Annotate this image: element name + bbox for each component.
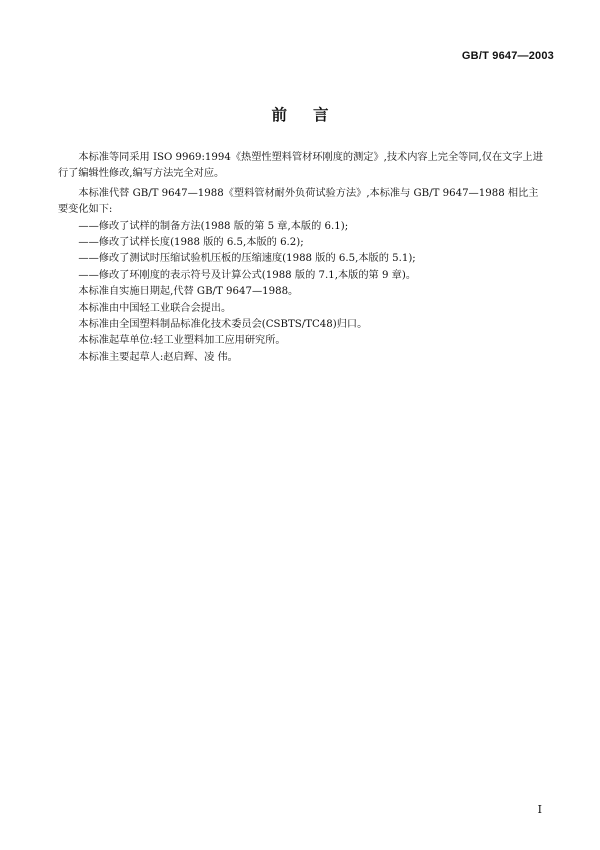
paragraph-drafters: 本标准主要起草人:赵启辉、凌 伟。 [78, 351, 238, 363]
foreword-body [58, 150, 546, 366]
change-list [58, 219, 546, 285]
list-item: ——修改了试样的制备方法(1988 版的第 5 章,本版的 6.1); [78, 220, 349, 232]
paragraph-committee: 本标准由全国塑料制品标准化技术委员会(CSBTS/TC48)归口。 [78, 319, 368, 331]
list-item: ——修改了测试时压缩试验机压板的压缩速度(1988 版的 6.5,本版的 5.1); [78, 253, 416, 265]
paragraph-proposer: 本标准由中国轻工业联合会提出。 [78, 302, 232, 314]
paragraph-adoption: 本标准等同采用 ISO 9969:1994《热塑性塑料管材环刚度的测定》,技术内容上完全等同,仅在文字上进行了编辑性修改,编写方法完全对应。 [58, 152, 543, 180]
page-number: I [537, 803, 542, 816]
paragraph-replacement: 本标准代替 GB/T 9647—1988《塑料管材耐外负荷试验方法》,本标准与 GB/T 9647—1988 相比主要变化如下: [58, 187, 539, 216]
paragraph-drafting-unit: 本标准起草单位:轻工业塑料加工应用研究所。 [78, 335, 286, 347]
list-item: ——修改了试样长度(1988 版的 6.5,本版的 6.2); [78, 237, 304, 249]
page-title: 前言 [271, 106, 355, 124]
paragraph-effective: 本标准自实施日期起,代替 GB/T 9647—1988。 [78, 286, 299, 298]
list-item: ——修改了环刚度的表示符号及计算公式(1988 版的 7.1,本版的第 9 章)。 [78, 269, 417, 281]
standard-code: GB/T 9647—2003 [461, 50, 554, 62]
